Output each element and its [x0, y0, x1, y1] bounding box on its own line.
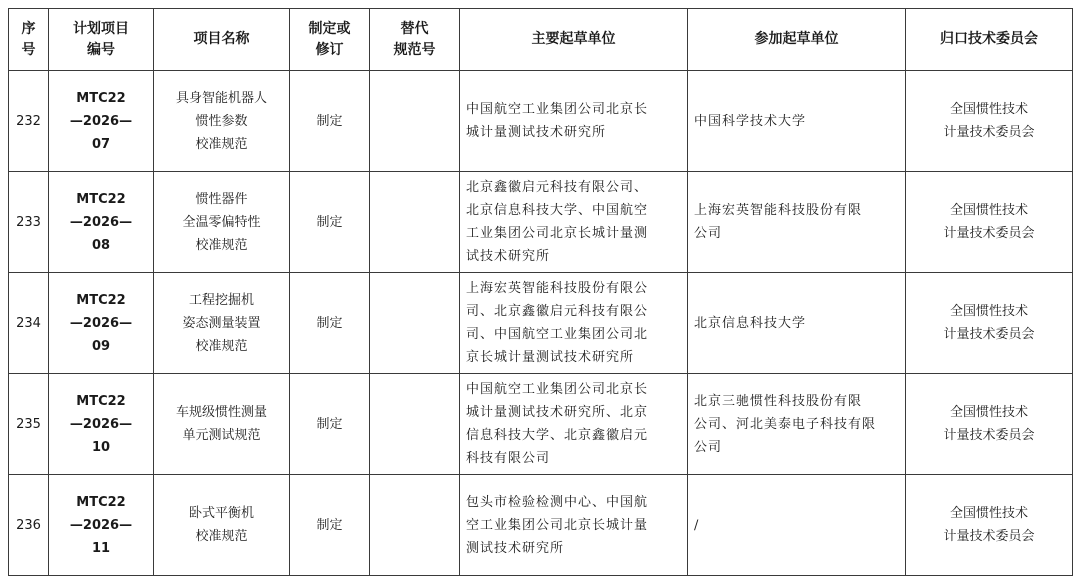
cell-seq: 236	[9, 475, 49, 576]
text-line: 公司	[694, 439, 723, 455]
text-line: 空工业集团公司北京长城计量	[466, 517, 649, 533]
standards-table	[8, 8, 1073, 576]
cell-committee	[906, 273, 1073, 374]
text-line: 号	[21, 41, 36, 58]
text-line: 北京三驰惯性科技股份有限	[694, 393, 863, 409]
text-line: 计量技术委员会	[943, 226, 1035, 241]
cell-type: 制定	[290, 475, 370, 576]
text-line: MTC22	[76, 292, 126, 308]
text-line: 姿态测量装置	[182, 315, 261, 331]
text-line: 全国惯性技术	[949, 102, 1028, 117]
text-line: 城计量测试技术研究所、北京	[466, 405, 649, 420]
cell-seq: 233	[9, 172, 49, 273]
table-row	[9, 71, 1073, 172]
text-line: 校准规范	[195, 338, 248, 354]
cell-join-unit	[688, 374, 906, 475]
header-replace	[370, 9, 460, 71]
text-line: 试技术研究所	[466, 249, 551, 264]
header-join-unit	[688, 9, 906, 71]
cell-join-unit	[688, 71, 906, 172]
cell-main-unit	[460, 273, 688, 374]
text-line: 京长城计量测试技术研究所	[466, 350, 635, 365]
text-line: 校准规范	[195, 529, 248, 544]
cell-type: 制定	[290, 172, 370, 273]
text-line: 07	[91, 136, 111, 152]
text-line: 中国航空工业集团公司北京长	[466, 382, 649, 397]
text-line: 城计量测试技术研究所	[466, 125, 607, 140]
text-line: 全国惯性技术	[949, 405, 1028, 420]
text-line: 科技有限公司	[466, 451, 551, 466]
cell-committee	[906, 71, 1073, 172]
cell-plan-code	[49, 172, 154, 273]
header-type	[290, 9, 370, 71]
text-line: 司、北京鑫徽启元科技有限公	[466, 304, 649, 319]
text-line: 替代	[400, 20, 429, 37]
header-seq	[9, 9, 49, 71]
text-line: 10	[91, 439, 111, 455]
text-line: 全温零偏特性	[182, 214, 261, 230]
cell-seq: 234	[9, 273, 49, 374]
text-line: 中国航空工业集团公司北京长	[466, 102, 649, 117]
cell-replace	[370, 475, 460, 576]
text-line: 车规级惯性测量	[175, 405, 267, 420]
cell-main-unit	[460, 172, 688, 273]
text-line: 序	[21, 20, 36, 37]
cell-join-unit	[688, 172, 906, 273]
text-line: 中国科学技术大学	[694, 113, 807, 129]
text-line: 全国惯性技术	[949, 304, 1028, 319]
cell-replace	[370, 374, 460, 475]
text-line: 校准规范	[195, 136, 248, 152]
cell-replace	[370, 71, 460, 172]
cell-seq: 235	[9, 374, 49, 475]
text-line: 惯性参数	[195, 113, 248, 129]
text-line: 09	[91, 338, 111, 354]
cell-seq: 232	[9, 71, 49, 172]
text-line: 司、中国航空工业集团公司北	[466, 327, 649, 342]
text-line: /	[694, 517, 700, 533]
cell-plan-code	[49, 374, 154, 475]
text-line: MTC22	[76, 191, 126, 207]
header-main-unit	[460, 9, 688, 71]
cell-committee	[906, 374, 1073, 475]
text-line: 公司	[694, 226, 723, 241]
cell-join-unit	[688, 475, 906, 576]
text-line: 校准规范	[195, 237, 248, 253]
cell-replace	[370, 273, 460, 374]
cell-main-unit	[460, 374, 688, 475]
text-line: 归口技术委员会	[940, 31, 1038, 47]
cell-name	[154, 71, 290, 172]
text-line: 卧式平衡机	[188, 506, 254, 521]
text-line: 主要起草单位	[531, 31, 616, 47]
cell-plan-code	[49, 475, 154, 576]
cell-plan-code	[49, 71, 154, 172]
cell-name	[154, 374, 290, 475]
text-line: 上海宏英智能科技股份有限公	[466, 281, 649, 296]
standards-table-container	[8, 8, 1072, 576]
text-line: 计量技术委员会	[943, 529, 1035, 544]
text-line: —2026—	[69, 113, 133, 129]
cell-name	[154, 172, 290, 273]
table-row	[9, 172, 1073, 273]
cell-main-unit	[460, 71, 688, 172]
header-committee	[906, 9, 1073, 71]
cell-main-unit	[460, 475, 688, 576]
table-row	[9, 273, 1073, 374]
table-row	[9, 374, 1073, 475]
text-line: 包头市检验检测中心、中国航	[466, 494, 649, 510]
text-line: 全国惯性技术	[949, 506, 1028, 521]
cell-join-unit	[688, 273, 906, 374]
text-line: 计量技术委员会	[943, 327, 1035, 342]
text-line: —2026—	[69, 517, 133, 533]
cell-replace	[370, 172, 460, 273]
text-line: 全国惯性技术	[949, 203, 1028, 218]
text-line: —2026—	[69, 315, 133, 331]
text-line: 北京信息科技大学、中国航空	[466, 203, 649, 218]
table-row	[9, 475, 1073, 576]
text-line: —2026—	[69, 214, 133, 230]
text-line: 11	[91, 540, 111, 556]
text-line: 工业集团公司北京长城计量测	[466, 226, 649, 241]
cell-plan-code	[49, 273, 154, 374]
cell-type: 制定	[290, 273, 370, 374]
text-line: 信息科技大学、北京鑫徽启元	[466, 428, 649, 443]
text-line: 单元测试规范	[182, 428, 261, 443]
cell-name	[154, 475, 290, 576]
text-line: 计量技术委员会	[943, 125, 1035, 140]
header-row	[9, 9, 1073, 71]
text-line: 计量技术委员会	[943, 428, 1035, 443]
text-line: 编号	[87, 41, 115, 58]
text-line: 惯性器件	[195, 191, 248, 207]
text-line: 制定或	[308, 20, 351, 37]
text-line: 北京鑫徽启元科技有限公司、	[466, 180, 649, 195]
text-line: MTC22	[76, 494, 126, 510]
text-line: 参加起草单位	[754, 31, 839, 47]
text-line: 项目名称	[193, 31, 250, 47]
cell-name	[154, 273, 290, 374]
text-line: 公司、河北美泰电子科技有限	[694, 416, 877, 432]
header-name	[154, 9, 290, 71]
text-line: 08	[91, 237, 111, 253]
cell-committee	[906, 172, 1073, 273]
cell-type: 制定	[290, 374, 370, 475]
text-line: 具身智能机器人	[175, 90, 267, 106]
text-line: 北京信息科技大学	[694, 315, 807, 331]
text-line: 测试技术研究所	[466, 540, 565, 556]
text-line: 计划项目	[73, 20, 129, 37]
text-line: —2026—	[69, 416, 133, 432]
text-line: 上海宏英智能科技股份有限	[694, 203, 863, 218]
text-line: MTC22	[76, 90, 126, 106]
header-plan-code	[49, 9, 154, 71]
text-line: 工程挖掘机	[188, 292, 254, 308]
text-line: 修订	[315, 41, 344, 58]
text-line: 规范号	[393, 41, 436, 58]
cell-committee	[906, 475, 1073, 576]
cell-type: 制定	[290, 71, 370, 172]
text-line: MTC22	[76, 393, 126, 409]
